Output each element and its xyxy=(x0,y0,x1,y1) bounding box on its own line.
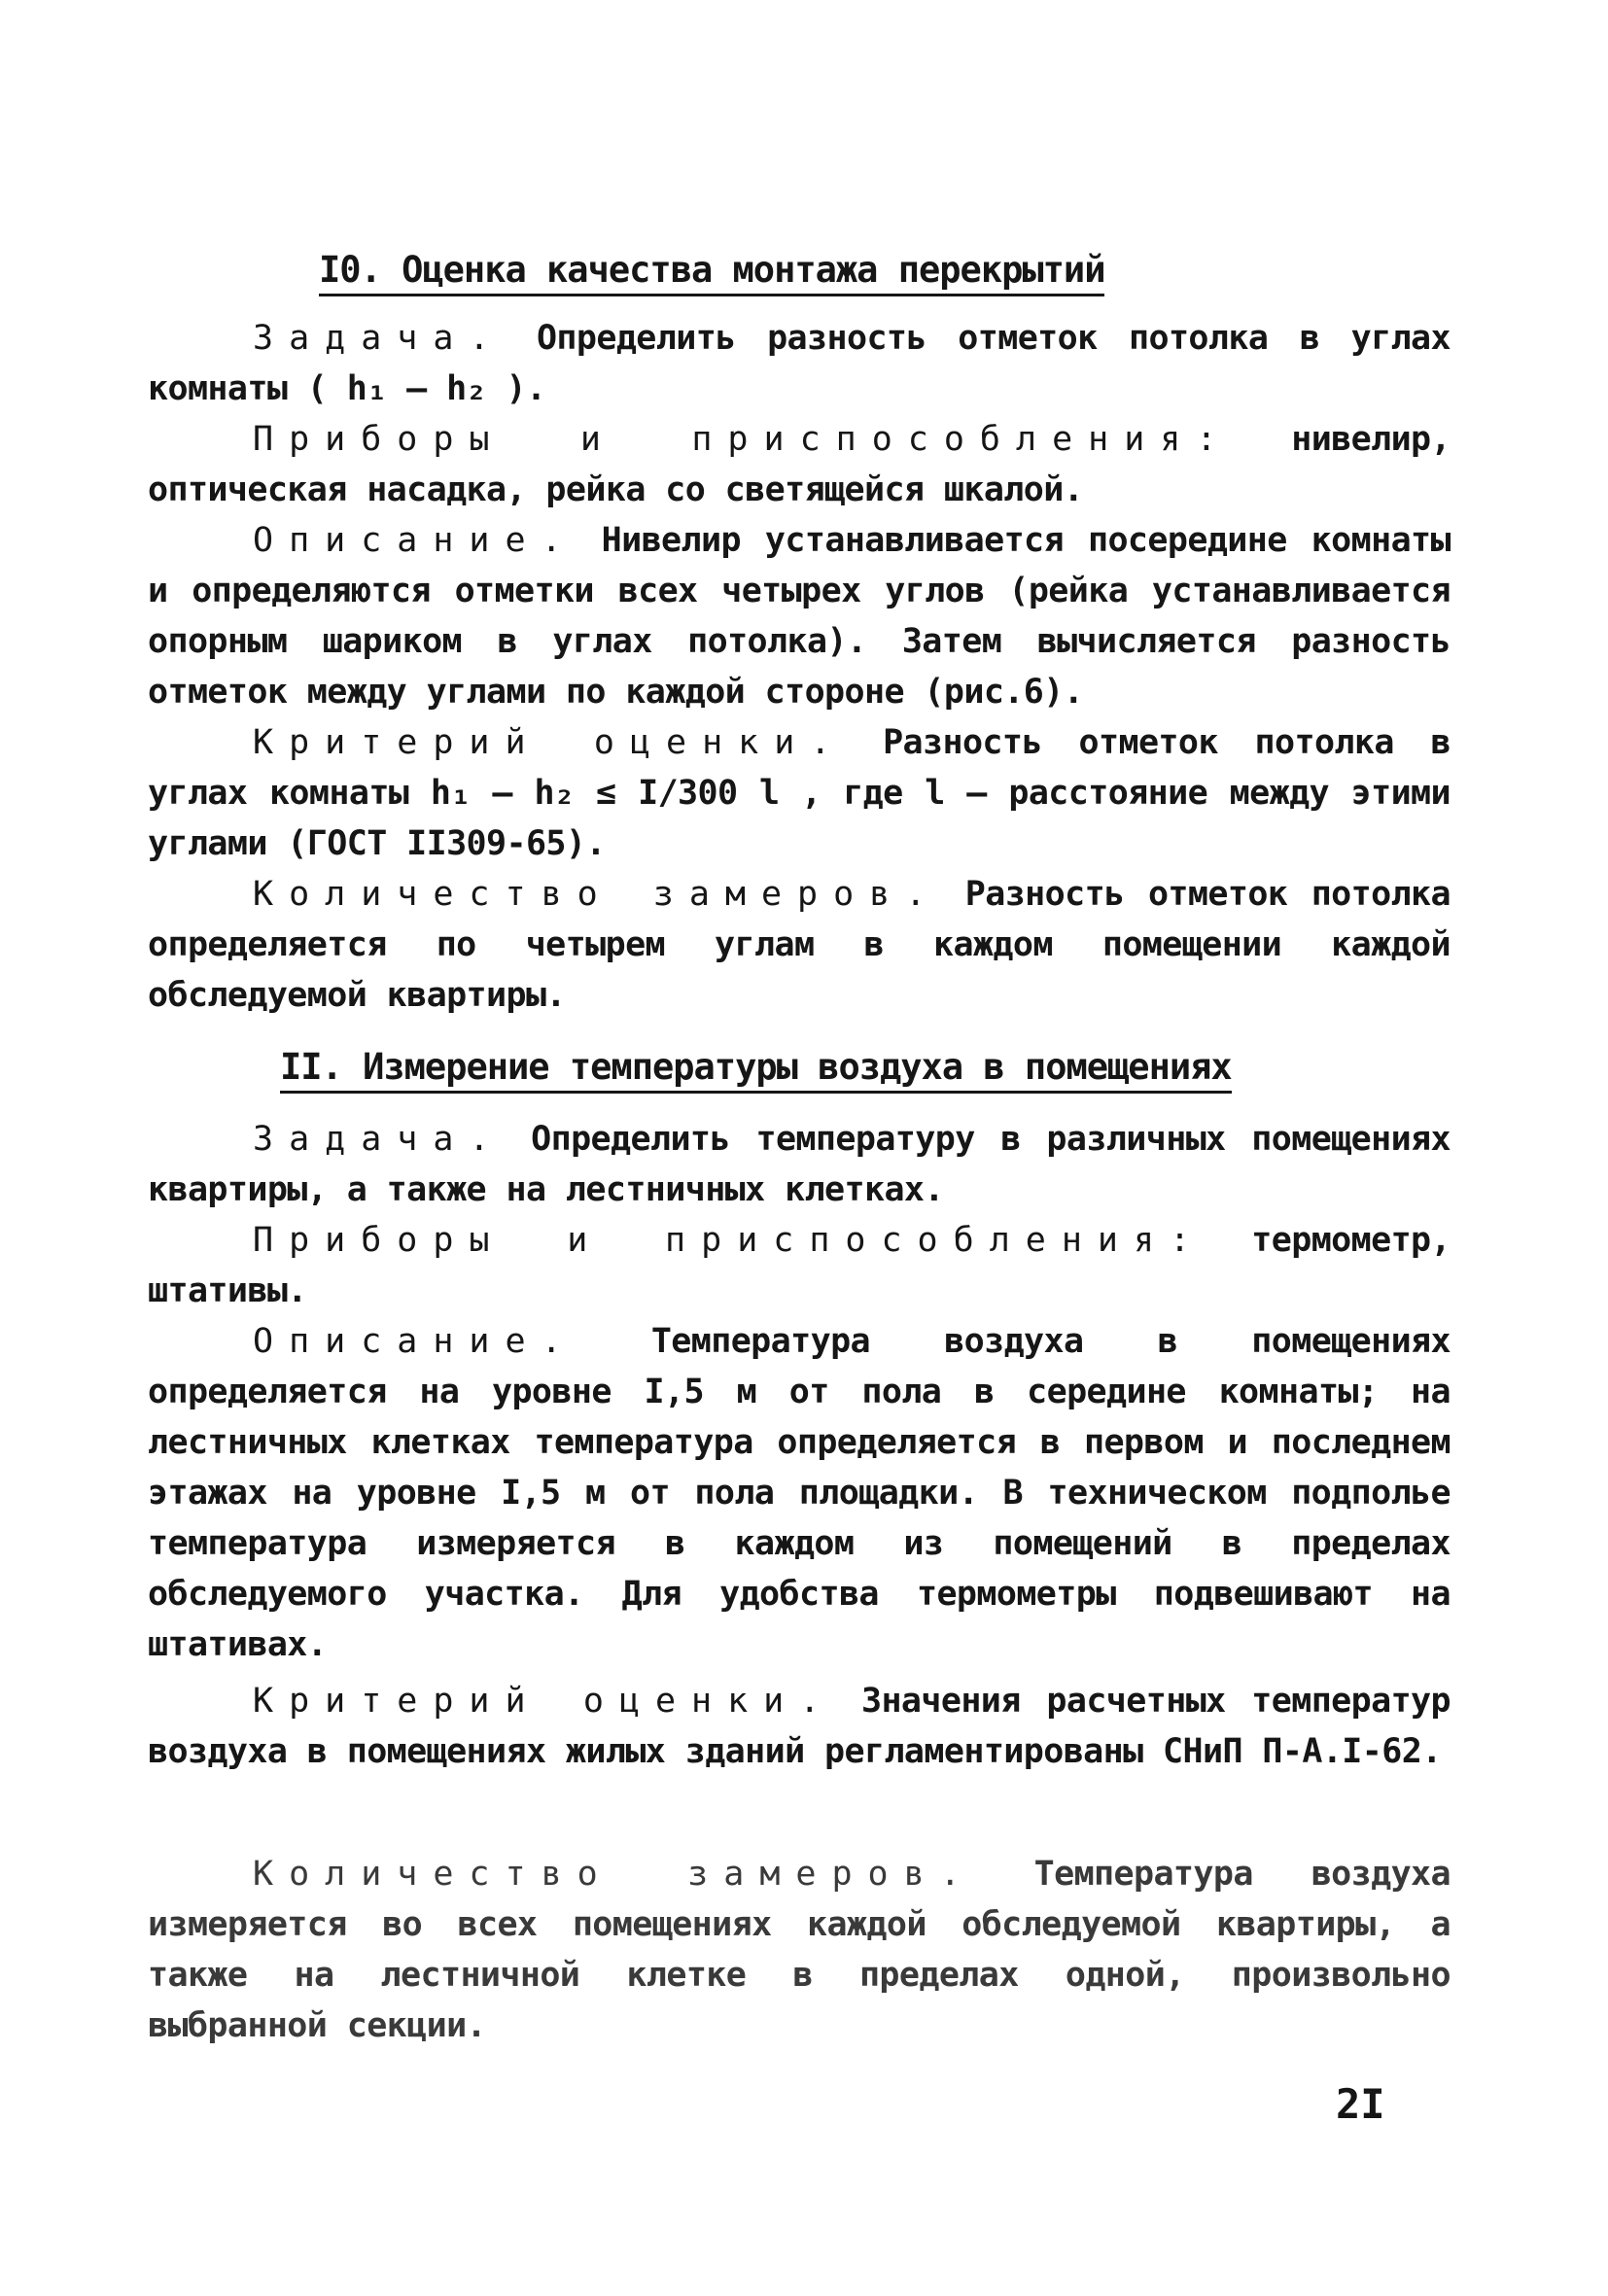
paragraph-quantity-10 xyxy=(148,869,1451,1021)
paragraph-lead: Приборы и приспособления: xyxy=(253,420,1233,459)
section-heading-11: II. Измерение температуры воздуха в помещениях xyxy=(280,1046,1232,1094)
paragraph-quantity-11 xyxy=(148,1849,1451,2051)
paragraph-lead: Количество замеров. xyxy=(253,1855,976,1894)
paragraph-criterion-11 xyxy=(148,1676,1451,1777)
paragraph-text: Определить температуру в различных помещениях квартиры, а также на лестничных клетках. xyxy=(148,1120,1451,1209)
paragraph-lead: Приборы и приспособления: xyxy=(253,1221,1206,1260)
paragraph-task-10 xyxy=(148,313,1451,414)
paragraph-description-11 xyxy=(148,1316,1451,1670)
paragraph-text: Разность отметок потолка в углах комнаты h₁ – h₂ ≤ I/300 l , где l – расстояние между этими углами (ГОСТ II309-65). xyxy=(148,723,1451,863)
paragraph-description-10 xyxy=(148,515,1451,717)
paragraph-lead: Описание. xyxy=(253,521,577,560)
paragraph-lead: Критерий оценки. xyxy=(253,723,847,762)
paragraph-instruments-10 xyxy=(148,414,1451,515)
section-heading-10: I0. Оценка качества монтажа перекрытий xyxy=(319,249,1104,296)
paragraph-text: Значения расчетных температур воздуха в помещениях жилых зданий регламентированы СНиП П-А.I-62. xyxy=(148,1682,1451,1771)
paragraph-lead: Задача. xyxy=(253,319,506,358)
paragraph-lead: Количество замеров. xyxy=(253,875,942,914)
paragraph-text: Температура воздуха в помещениях определяется на уровне I,5 м от пола в середине комнаты; на лестничных клетках температура определяется в первом и последнем этажах на уровне I,5 м от пола площадки. В техническом подполье температура измеряется в каждом из помещений в пределах обследуемого участка. Для удобства термометры подвешивают на штативах. xyxy=(148,1322,1451,1664)
paragraph-text: Нивелир устанавливается посередине комнаты и определяются отметки всех четырех углов (рейка устанавливается опорным шариком в углах потолка). Затем вычисляется разность отметок между углами по каждой стороне (рис.6). xyxy=(148,521,1451,712)
paragraph-instruments-11 xyxy=(148,1215,1451,1316)
paragraph-text: Определить разность отметок потолка в углах комнаты ( h₁ – h₂ ). xyxy=(148,319,1451,408)
paragraph-text: нивелир, оптическая насадка, рейка со светящейся шкалой. xyxy=(148,420,1451,509)
paragraph-text: Разность отметок потолка определяется по четырем углам в каждом помещении каждой обследуемой квартиры. xyxy=(148,875,1451,1015)
paragraph-text: термометр, штативы. xyxy=(148,1221,1451,1310)
page-number: 2I xyxy=(1336,2080,1385,2128)
paragraph-text: Температура воздуха измеряется во всех помещениях каждой обследуемой квартиры, а также на лестничной клетке в пределах одной, произвольно выбранной секции. xyxy=(148,1855,1451,2045)
paragraph-lead: Задача. xyxy=(253,1120,506,1159)
paragraph-criterion-10 xyxy=(148,717,1451,869)
paragraph-task-11 xyxy=(148,1114,1451,1215)
paragraph-lead: Описание. xyxy=(253,1322,577,1361)
paragraph-lead: Критерий оценки. xyxy=(253,1682,836,1721)
